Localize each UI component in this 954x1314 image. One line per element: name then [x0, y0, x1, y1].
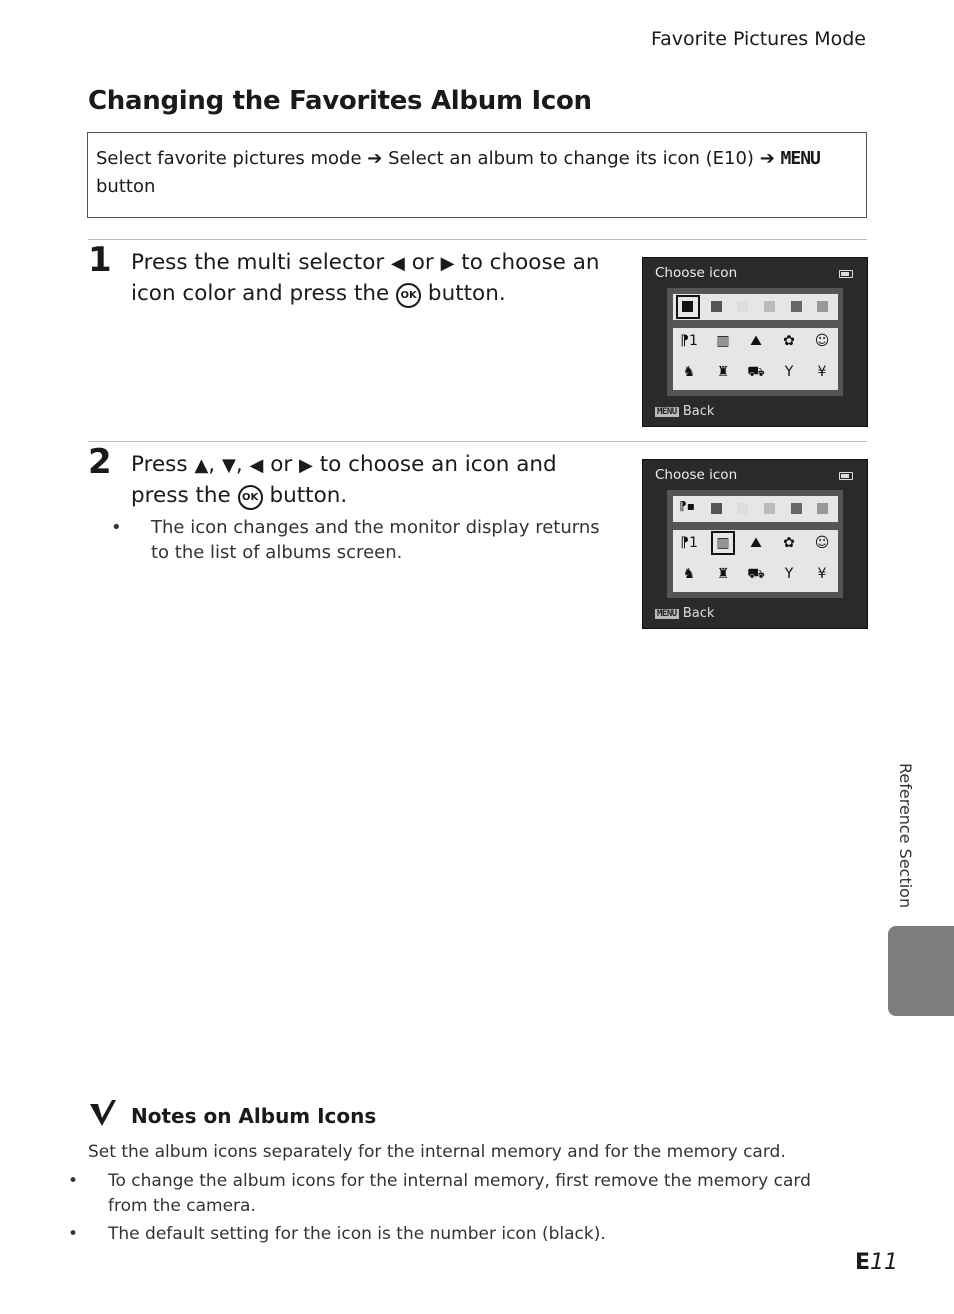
right-arrow-icon: ▶ — [440, 253, 455, 274]
car-icon[interactable]: ⛟ — [747, 364, 765, 380]
running-header: Favorite Pictures Mode — [650, 28, 866, 50]
check-note-icon — [88, 1098, 118, 1128]
number-icon[interactable]: ⁋1 — [680, 535, 698, 551]
list-item-text: To change the album icons for the internal memory, first remove the memory card from the camera. — [108, 1171, 811, 1216]
color-swatch[interactable] — [737, 503, 748, 514]
path-close-paren: ) — [746, 148, 754, 169]
menu-tag-icon: MENU — [657, 609, 677, 619]
back-label: Back — [682, 606, 715, 621]
building-icon[interactable]: ▥ — [716, 333, 730, 349]
color-swatch[interactable] — [791, 503, 802, 514]
right-arrow-icon: ▶ — [299, 455, 313, 476]
divider — [88, 239, 867, 240]
notes-title: Notes on Album Icons — [131, 1104, 377, 1128]
camera-screen-1 — [642, 257, 868, 427]
pet-icon[interactable]: ♞ — [682, 364, 696, 380]
number-icon-preview: ⁋▪ — [679, 499, 695, 513]
face-icon[interactable]: ☺ — [814, 333, 830, 349]
color-swatch[interactable] — [737, 301, 748, 312]
color-swatch[interactable] — [711, 301, 722, 312]
castle-icon[interactable]: ♜ — [716, 364, 730, 380]
page-number — [855, 1250, 898, 1275]
list-item — [68, 1169, 848, 1219]
step-2-text-f: button. — [269, 483, 348, 508]
side-section-label: Reference Section — [896, 763, 915, 909]
notes-intro: Set the album icons separately for the internal memory and for the memory card. — [88, 1142, 786, 1162]
screen-title: Choose icon — [655, 467, 738, 483]
page-number-value: 11 — [870, 1250, 898, 1275]
path-arrow-icon: ➔ — [759, 148, 775, 169]
up-arrow-icon: ▲ — [194, 455, 209, 476]
menu-tag-icon: MENU — [657, 407, 677, 417]
down-arrow-icon: ▼ — [221, 455, 236, 476]
step-number-2: 2 — [88, 442, 112, 482]
cocktail-icon[interactable]: Y — [784, 364, 794, 380]
color-swatch[interactable] — [711, 503, 722, 514]
color-swatch[interactable] — [817, 503, 828, 514]
divider — [88, 441, 867, 442]
left-arrow-icon: ◀ — [249, 455, 264, 476]
cutlery-icon[interactable]: ¥ — [817, 566, 827, 582]
color-row — [673, 496, 838, 522]
back-hint — [655, 404, 714, 419]
icon-grid — [673, 530, 838, 592]
step-2-comma: , — [235, 452, 243, 477]
flower-icon[interactable]: ✿ — [783, 535, 795, 551]
step-2-bullet-text: The icon changes and the monitor display returns to the list of albums screen. — [151, 517, 600, 563]
castle-icon[interactable]: ♜ — [716, 566, 730, 582]
ok-button-icon: OK — [238, 485, 263, 510]
menu-path-box — [87, 132, 867, 218]
landscape-icon[interactable]: ⛰ — [750, 333, 762, 349]
step-1-text-d: button. — [427, 281, 506, 306]
screen-title: Choose icon — [655, 265, 738, 281]
section-tab — [888, 926, 954, 1016]
path-step-1: Select favorite pictures mode — [96, 148, 362, 169]
step-1-text-a: Press the multi selector — [131, 250, 385, 275]
step-2-text-or: or — [270, 452, 293, 477]
camera-screen-2 — [642, 459, 868, 629]
building-icon[interactable]: ▥ — [716, 535, 730, 551]
ok-button-icon: OK — [396, 283, 421, 308]
path-reference: E10 — [712, 148, 747, 169]
icon-grid — [673, 328, 838, 390]
list-item-text: The default setting for the icon is the number icon (black). — [108, 1224, 606, 1244]
bullet-icon: • — [68, 1224, 79, 1244]
step-1-text — [131, 248, 621, 309]
step-2-bullet — [111, 515, 601, 565]
step-2-text-a: Press — [131, 452, 188, 477]
back-label: Back — [682, 404, 715, 419]
notes-list — [68, 1169, 848, 1247]
path-step-3: button — [96, 176, 156, 197]
flower-icon[interactable]: ✿ — [783, 333, 795, 349]
menu-button-glyph: MENU — [780, 148, 820, 169]
car-icon[interactable]: ⛟ — [747, 566, 765, 582]
back-hint — [655, 606, 714, 621]
color-swatch[interactable] — [791, 301, 802, 312]
notes-body — [68, 1140, 848, 1247]
battery-icon — [839, 472, 853, 480]
step-number-1: 1 — [88, 240, 112, 280]
step-2-text — [131, 450, 621, 511]
step-2-comma: , — [208, 452, 216, 477]
color-swatch-black[interactable] — [682, 301, 693, 312]
number-icon[interactable]: ⁋1 — [680, 333, 698, 349]
color-swatch[interactable] — [764, 503, 775, 514]
step-2-text-e: to choose an icon and press the — [131, 452, 557, 508]
battery-icon — [839, 270, 853, 278]
color-swatch[interactable] — [817, 301, 828, 312]
list-item — [68, 1222, 848, 1247]
icon-panel — [667, 288, 843, 396]
page-title: Changing the Favorites Album Icon — [88, 86, 592, 116]
color-row — [673, 294, 838, 320]
path-step-2: Select an album to change its icon ( — [388, 148, 713, 169]
bullet-icon: • — [68, 1171, 79, 1191]
step-1-text-c: to choose an icon color and press the — [131, 250, 600, 306]
landscape-icon[interactable]: ⛰ — [750, 535, 762, 551]
face-icon[interactable]: ☺ — [814, 535, 830, 551]
icon-panel — [667, 490, 843, 598]
left-arrow-icon: ◀ — [391, 253, 405, 274]
step-1-text-b: or — [411, 250, 434, 275]
cutlery-icon[interactable]: ¥ — [817, 364, 827, 380]
color-swatch[interactable] — [764, 301, 775, 312]
reference-e-icon: E — [854, 1250, 870, 1275]
cocktail-icon[interactable]: Y — [784, 566, 794, 582]
path-arrow-icon: ➔ — [367, 148, 383, 169]
bullet-icon: • — [111, 517, 122, 538]
pet-icon[interactable]: ♞ — [682, 566, 696, 582]
